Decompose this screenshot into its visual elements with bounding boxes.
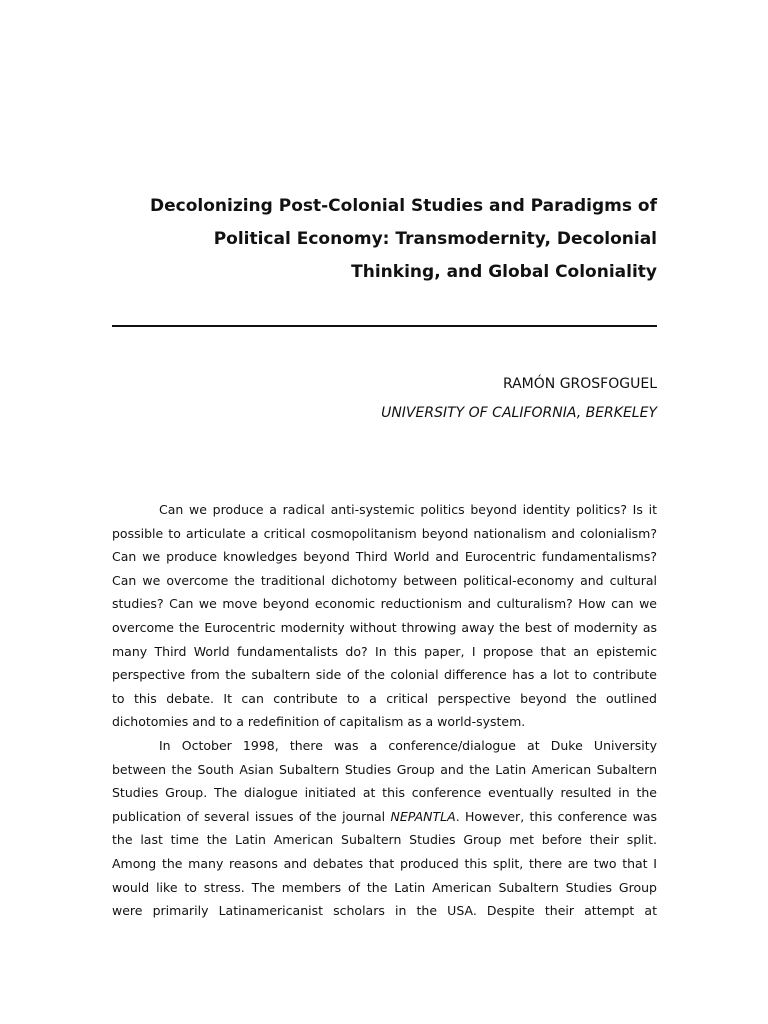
- text-line: Can we produce knowledges beyond Third World and Eurocentric fundamentalisms?: [112, 549, 657, 565]
- text-line: In October 1998, there was a conference/dialogue at Duke University: [159, 737, 657, 753]
- title-divider: [112, 325, 657, 327]
- text-line: Studies Group. The dialogue initiated at this conference eventually resulted in the: [112, 785, 657, 801]
- text-line: Can we produce a radical anti-systemic politics beyond identity politics? Is it: [159, 502, 657, 517]
- paper-title: [112, 190, 657, 289]
- paragraph-1: [112, 498, 657, 734]
- body-text: [112, 498, 657, 923]
- paragraph-2: [112, 734, 657, 923]
- text-line: were primarily Latinamericanist scholars in the USA. Despite their attempt at: [112, 903, 657, 919]
- text-line-with-journal: [112, 805, 657, 829]
- author-affiliation: UNIVERSITY OF CALIFORNIA, BERKELEY: [381, 405, 657, 421]
- title-line-3: Thinking, and Global Coloniality: [351, 262, 657, 282]
- author-name: RAMÓN GROSFOGUEL: [502, 376, 657, 392]
- text-fragment: . However, this conference was: [455, 808, 657, 824]
- text-line: would like to stress. The members of the Latin American Subaltern Studies Group: [112, 879, 657, 895]
- text-line: Can we overcome the traditional dichotomy between political-economy and cultural: [112, 572, 657, 588]
- journal-name: NEPANTLA: [390, 808, 456, 824]
- title-line-2: Political Economy: Transmodernity, Decolonial: [213, 229, 657, 249]
- text-line: to this debate. It can contribute to a critical perspective beyond the outlined: [112, 690, 657, 706]
- text-line: overcome the Eurocentric modernity without throwing away the best of modernity as: [112, 619, 657, 635]
- text-fragment: publication of several issues of the journal: [112, 808, 391, 824]
- text-line: the last time the Latin American Subaltern Studies Group met before their split.: [112, 832, 657, 848]
- text-line: perspective from the subaltern side of the colonial difference has a lot to contribute: [112, 667, 657, 683]
- text-line: possible to articulate a critical cosmopolitanism beyond nationalism and colonialism?: [112, 525, 657, 541]
- text-line: Among the many reasons and debates that produced this split, there are two that I: [112, 855, 657, 871]
- text-line: dichotomies and to a redefinition of capitalism as a world-system.: [112, 714, 526, 730]
- text-line: studies? Can we move beyond economic reductionism and culturalism? How can we: [112, 596, 657, 612]
- text-line: between the South Asian Subaltern Studies Group and the Latin American Subaltern: [112, 761, 657, 777]
- title-line-1: Decolonizing Post-Colonial Studies and Paradigms of: [149, 196, 657, 216]
- text-line: many Third World fundamentalists do? In this paper, I propose that an epistemic: [112, 643, 657, 659]
